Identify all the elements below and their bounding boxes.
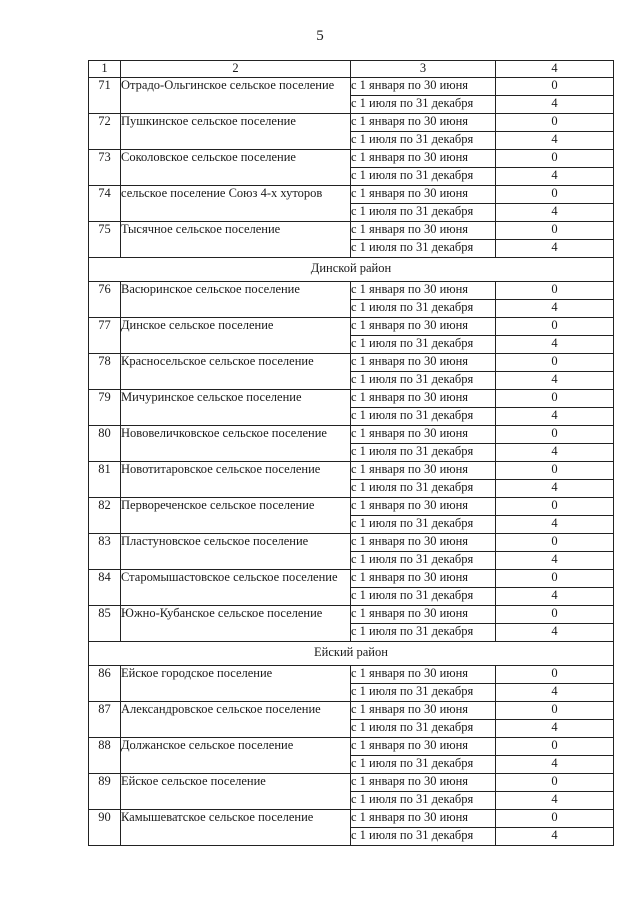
district-title: Динской район xyxy=(89,258,614,282)
value-cell: 0 xyxy=(496,774,614,792)
row-number: 85 xyxy=(89,606,121,642)
period-cell: с 1 января по 30 июня xyxy=(351,498,496,516)
value-cell: 4 xyxy=(496,336,614,354)
value-cell: 0 xyxy=(496,498,614,516)
period-cell: с 1 июля по 31 декабря xyxy=(351,300,496,318)
row-number: 76 xyxy=(89,282,121,318)
table-row xyxy=(89,606,614,624)
period-cell: с 1 июля по 31 декабря xyxy=(351,168,496,186)
settlement-name: Соколовское сельское поселение xyxy=(121,150,351,186)
value-cell: 4 xyxy=(496,588,614,606)
period-cell: с 1 июля по 31 декабря xyxy=(351,336,496,354)
period-cell: с 1 июля по 31 декабря xyxy=(351,720,496,738)
value-cell: 0 xyxy=(496,810,614,828)
row-number: 87 xyxy=(89,702,121,738)
value-cell: 4 xyxy=(496,444,614,462)
value-cell: 4 xyxy=(496,720,614,738)
row-number: 79 xyxy=(89,390,121,426)
period-cell: с 1 января по 30 июня xyxy=(351,738,496,756)
period-cell: с 1 июля по 31 декабря xyxy=(351,96,496,114)
row-number: 89 xyxy=(89,774,121,810)
period-cell: с 1 июля по 31 декабря xyxy=(351,624,496,642)
table-row xyxy=(89,810,614,828)
row-number: 81 xyxy=(89,462,121,498)
row-number: 84 xyxy=(89,570,121,606)
table-row xyxy=(89,702,614,720)
header-cell: 1 xyxy=(89,61,121,78)
settlement-name: Ейское городское поселение xyxy=(121,666,351,702)
settlement-name: Красносельское сельское поселение xyxy=(121,354,351,390)
period-cell: с 1 июля по 31 декабря xyxy=(351,408,496,426)
settlement-name: Мичуринское сельское поселение xyxy=(121,390,351,426)
district-title: Ейский район xyxy=(89,642,614,666)
value-cell: 4 xyxy=(496,300,614,318)
table-row xyxy=(89,426,614,444)
settlement-name: Пластуновское сельское поселение xyxy=(121,534,351,570)
value-cell: 0 xyxy=(496,318,614,336)
table-row xyxy=(89,666,614,684)
settlement-name: Александровское сельское поселение xyxy=(121,702,351,738)
period-cell: с 1 июля по 31 декабря xyxy=(351,828,496,846)
value-cell: 0 xyxy=(496,462,614,480)
period-cell: с 1 января по 30 июня xyxy=(351,810,496,828)
value-cell: 4 xyxy=(496,408,614,426)
value-cell: 0 xyxy=(496,354,614,372)
value-cell: 0 xyxy=(496,186,614,204)
settlement-name: Должанское сельское поселение xyxy=(121,738,351,774)
period-cell: с 1 января по 30 июня xyxy=(351,534,496,552)
settlement-name: Динское сельское поселение xyxy=(121,318,351,354)
period-cell: с 1 июля по 31 декабря xyxy=(351,444,496,462)
settlement-name: Новотитаровское сельское поселение xyxy=(121,462,351,498)
settlement-name: Старомышастовское сельское поселение xyxy=(121,570,351,606)
period-cell: с 1 января по 30 июня xyxy=(351,462,496,480)
page-number: 5 xyxy=(316,28,324,44)
period-cell: с 1 января по 30 июня xyxy=(351,390,496,408)
period-cell: с 1 июля по 31 декабря xyxy=(351,552,496,570)
period-cell: с 1 января по 30 июня xyxy=(351,774,496,792)
value-cell: 4 xyxy=(496,756,614,774)
value-cell: 4 xyxy=(496,552,614,570)
period-cell: с 1 января по 30 июня xyxy=(351,606,496,624)
header-row xyxy=(89,61,614,78)
table-row xyxy=(89,462,614,480)
settlement-name: Пушкинское сельское поселение xyxy=(121,114,351,150)
table-row xyxy=(89,534,614,552)
row-number: 88 xyxy=(89,738,121,774)
table-row xyxy=(89,186,614,204)
table-row xyxy=(89,222,614,240)
settlements-table xyxy=(88,60,614,846)
period-cell: с 1 января по 30 июня xyxy=(351,570,496,588)
district-row xyxy=(89,642,614,666)
period-cell: с 1 января по 30 июня xyxy=(351,282,496,300)
district-row xyxy=(89,258,614,282)
value-cell: 0 xyxy=(496,570,614,588)
period-cell: с 1 июля по 31 декабря xyxy=(351,684,496,702)
row-number: 78 xyxy=(89,354,121,390)
row-number: 73 xyxy=(89,150,121,186)
value-cell: 0 xyxy=(496,150,614,168)
value-cell: 4 xyxy=(496,516,614,534)
settlement-name: Первореченское сельское поселение xyxy=(121,498,351,534)
table-row xyxy=(89,498,614,516)
header-cell: 3 xyxy=(351,61,496,78)
settlement-name: Ейское сельское поселение xyxy=(121,774,351,810)
table-row xyxy=(89,78,614,96)
period-cell: с 1 января по 30 июня xyxy=(351,78,496,96)
value-cell: 0 xyxy=(496,114,614,132)
settlement-name: Камышеватское сельское поселение xyxy=(121,810,351,846)
period-cell: с 1 января по 30 июня xyxy=(351,354,496,372)
value-cell: 0 xyxy=(496,222,614,240)
value-cell: 4 xyxy=(496,828,614,846)
header-cell: 4 xyxy=(496,61,614,78)
value-cell: 4 xyxy=(496,168,614,186)
period-cell: с 1 июля по 31 декабря xyxy=(351,372,496,390)
row-number: 83 xyxy=(89,534,121,570)
settlement-name: сельское поселение Союз 4-х хуторов xyxy=(121,186,351,222)
row-number: 71 xyxy=(89,78,121,114)
period-cell: с 1 января по 30 июня xyxy=(351,666,496,684)
settlement-name: Тысячное сельское поселение xyxy=(121,222,351,258)
value-cell: 4 xyxy=(496,480,614,498)
row-number: 82 xyxy=(89,498,121,534)
value-cell: 4 xyxy=(496,372,614,390)
period-cell: с 1 января по 30 июня xyxy=(351,426,496,444)
table-row xyxy=(89,774,614,792)
period-cell: с 1 июля по 31 декабря xyxy=(351,792,496,810)
value-cell: 4 xyxy=(496,684,614,702)
period-cell: с 1 января по 30 июня xyxy=(351,150,496,168)
value-cell: 0 xyxy=(496,738,614,756)
value-cell: 0 xyxy=(496,702,614,720)
row-number: 90 xyxy=(89,810,121,846)
value-cell: 4 xyxy=(496,792,614,810)
period-cell: с 1 января по 30 июня xyxy=(351,114,496,132)
row-number: 80 xyxy=(89,426,121,462)
table-row xyxy=(89,354,614,372)
header-cell: 2 xyxy=(121,61,351,78)
settlement-name: Васюринское сельское поселение xyxy=(121,282,351,318)
table-row xyxy=(89,114,614,132)
value-cell: 0 xyxy=(496,390,614,408)
period-cell: с 1 января по 30 июня xyxy=(351,702,496,720)
period-cell: с 1 января по 30 июня xyxy=(351,222,496,240)
period-cell: с 1 января по 30 июня xyxy=(351,186,496,204)
period-cell: с 1 июля по 31 декабря xyxy=(351,588,496,606)
row-number: 77 xyxy=(89,318,121,354)
period-cell: с 1 января по 30 июня xyxy=(351,318,496,336)
period-cell: с 1 июля по 31 декабря xyxy=(351,204,496,222)
value-cell: 0 xyxy=(496,666,614,684)
period-cell: с 1 июля по 31 декабря xyxy=(351,132,496,150)
table-row xyxy=(89,318,614,336)
period-cell: с 1 июля по 31 декабря xyxy=(351,516,496,534)
value-cell: 4 xyxy=(496,204,614,222)
value-cell: 4 xyxy=(496,132,614,150)
value-cell: 4 xyxy=(496,96,614,114)
value-cell: 0 xyxy=(496,426,614,444)
settlement-name: Отрадо-Ольгинское сельское поселение xyxy=(121,78,351,114)
value-cell: 0 xyxy=(496,282,614,300)
table-row xyxy=(89,570,614,588)
table-row xyxy=(89,390,614,408)
value-cell: 4 xyxy=(496,240,614,258)
period-cell: с 1 июля по 31 декабря xyxy=(351,756,496,774)
value-cell: 4 xyxy=(496,624,614,642)
period-cell: с 1 июля по 31 декабря xyxy=(351,240,496,258)
value-cell: 0 xyxy=(496,534,614,552)
table-row xyxy=(89,282,614,300)
row-number: 75 xyxy=(89,222,121,258)
settlement-name: Нововеличковское сельское поселение xyxy=(121,426,351,462)
period-cell: с 1 июля по 31 декабря xyxy=(351,480,496,498)
table-row xyxy=(89,738,614,756)
value-cell: 0 xyxy=(496,606,614,624)
table-body xyxy=(89,61,614,846)
value-cell: 0 xyxy=(496,78,614,96)
table-row xyxy=(89,150,614,168)
row-number: 72 xyxy=(89,114,121,150)
settlement-name: Южно-Кубанское сельское поселение xyxy=(121,606,351,642)
row-number: 86 xyxy=(89,666,121,702)
row-number: 74 xyxy=(89,186,121,222)
